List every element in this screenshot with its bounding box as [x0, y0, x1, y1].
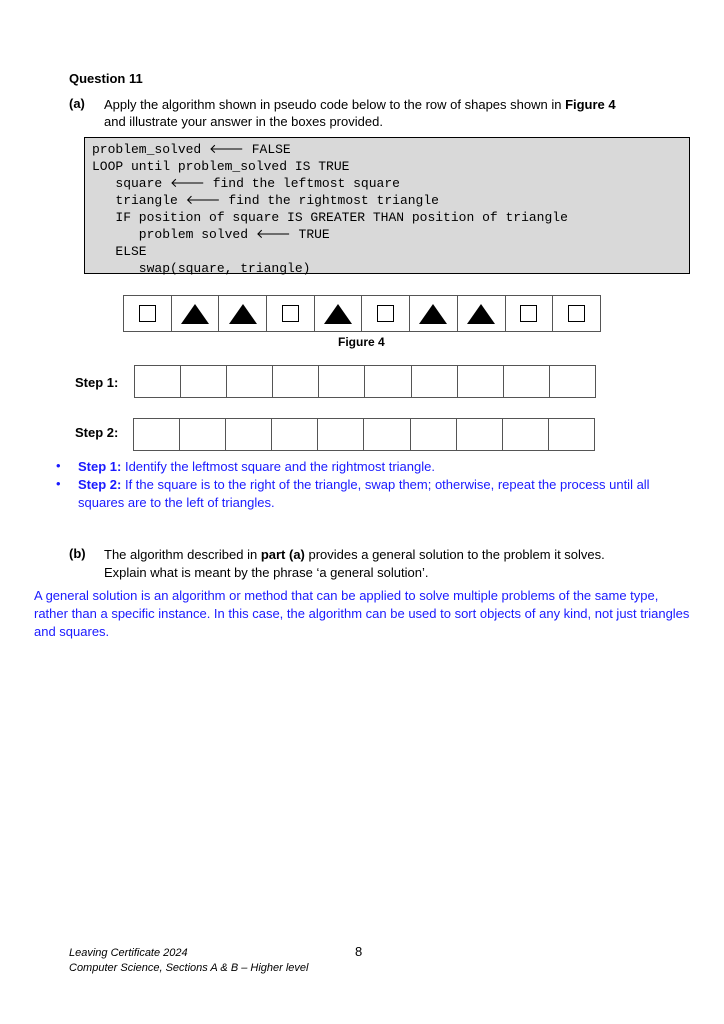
code-line: square 🡐 find the leftmost square: [92, 176, 400, 191]
question-title: Question 11: [69, 71, 143, 86]
figure-cell: [410, 296, 458, 331]
figure-cell: [458, 296, 506, 331]
footer-exam-title: Leaving Certificate 2024: [69, 947, 188, 959]
figure-cell: [506, 296, 554, 331]
figure-4-row: [123, 295, 601, 332]
left-arrow-icon: 🡐: [209, 142, 244, 157]
answer-box[interactable]: [549, 419, 595, 450]
answer-bullet-1: Step 1: Identify the leftmost square and the rightmost triangle.: [78, 459, 435, 474]
answer-box[interactable]: [273, 366, 319, 397]
part-b-label: (b): [69, 546, 86, 561]
code-line: problem solved 🡐 TRUE: [92, 227, 330, 242]
answer-box[interactable]: [364, 419, 410, 450]
part-a-text-2: and illustrate your answer in the boxes provided.: [104, 114, 383, 129]
part-b-text: The algorithm described in part (a) provides a general solution to the problem it solves. Explain what is meant by the phrase ‘a general solution’.: [104, 547, 605, 580]
figure-cell: [124, 296, 172, 331]
answer-box[interactable]: [504, 366, 550, 397]
answer-part-b: A general solution is an algorithm or method that can be applied to solve multiple problems of the same type, rather than a specific instance. In this case, the algorithm can be used to sort objects of any kind, not just triangles and squares.: [34, 588, 690, 639]
bullet-icon: •: [56, 476, 61, 491]
figure-cell: [553, 296, 601, 331]
step-2-label: Step 2:: [75, 425, 119, 440]
code-line: swap(square, triangle): [92, 261, 311, 276]
answer-box[interactable]: [134, 419, 180, 450]
triangle-shape: [181, 304, 209, 324]
footer-subject: Computer Science, Sections A & B – Higher level: [69, 962, 309, 974]
step-2-answer-row: [133, 418, 595, 451]
answer-box[interactable]: [227, 366, 273, 397]
left-arrow-icon: 🡐: [255, 227, 291, 242]
code-line: IF position of square IS GREATER THAN position of triangle: [92, 210, 568, 225]
bullet-icon: •: [56, 458, 61, 473]
answer-box[interactable]: [503, 419, 549, 450]
figure-cell: [267, 296, 315, 331]
figure-cell: [362, 296, 410, 331]
code-line: ELSE: [92, 244, 147, 259]
answer-box[interactable]: [550, 366, 596, 397]
answer-bullet-2: Step 2: If the square is to the right of the triangle, swap them; otherwise, repeat the process until all squares are to the left of triangles.: [78, 477, 650, 510]
figure-caption: Figure 4: [338, 335, 385, 349]
answer-box[interactable]: [412, 366, 458, 397]
triangle-shape: [229, 304, 257, 324]
answer-box[interactable]: [272, 419, 318, 450]
square-shape: [282, 305, 299, 322]
part-ref: part (a): [260, 547, 305, 562]
pseudo-code-box: [84, 137, 690, 274]
answer-box[interactable]: [226, 419, 272, 450]
answer-box[interactable]: [180, 419, 226, 450]
answer-box[interactable]: [318, 419, 364, 450]
triangle-shape: [467, 304, 495, 324]
answer-box[interactable]: [319, 366, 365, 397]
part-a-text: [104, 96, 664, 130]
part-a-label: (a): [69, 96, 85, 111]
answer-box[interactable]: [411, 419, 457, 450]
figure-ref: Figure 4: [565, 97, 616, 112]
answer-box[interactable]: [365, 366, 411, 397]
page-number: 8: [355, 944, 363, 959]
code-line: triangle 🡐 find the rightmost triangle: [92, 193, 439, 208]
square-shape: [568, 305, 585, 322]
left-arrow-icon: 🡐: [185, 193, 221, 208]
answer-box[interactable]: [458, 366, 504, 397]
figure-cell: [315, 296, 363, 331]
square-shape: [520, 305, 537, 322]
figure-cell: [219, 296, 267, 331]
square-shape: [377, 305, 394, 322]
answer-box[interactable]: [457, 419, 503, 450]
step-1-answer-row: [134, 365, 596, 398]
triangle-shape: [419, 304, 447, 324]
code-line: LOOP until problem_solved IS TRUE: [92, 159, 350, 174]
figure-cell: [172, 296, 220, 331]
left-arrow-icon: 🡐: [170, 176, 205, 191]
answer-box[interactable]: [181, 366, 227, 397]
part-a-text-1: Apply the algorithm shown in pseudo code below to the row of shapes shown in: [104, 97, 566, 112]
code-line: problem_solved 🡐 FALSE: [92, 142, 291, 157]
square-shape: [139, 305, 156, 322]
answer-box[interactable]: [135, 366, 181, 397]
step-1-label: Step 1:: [75, 375, 119, 390]
triangle-shape: [324, 304, 352, 324]
